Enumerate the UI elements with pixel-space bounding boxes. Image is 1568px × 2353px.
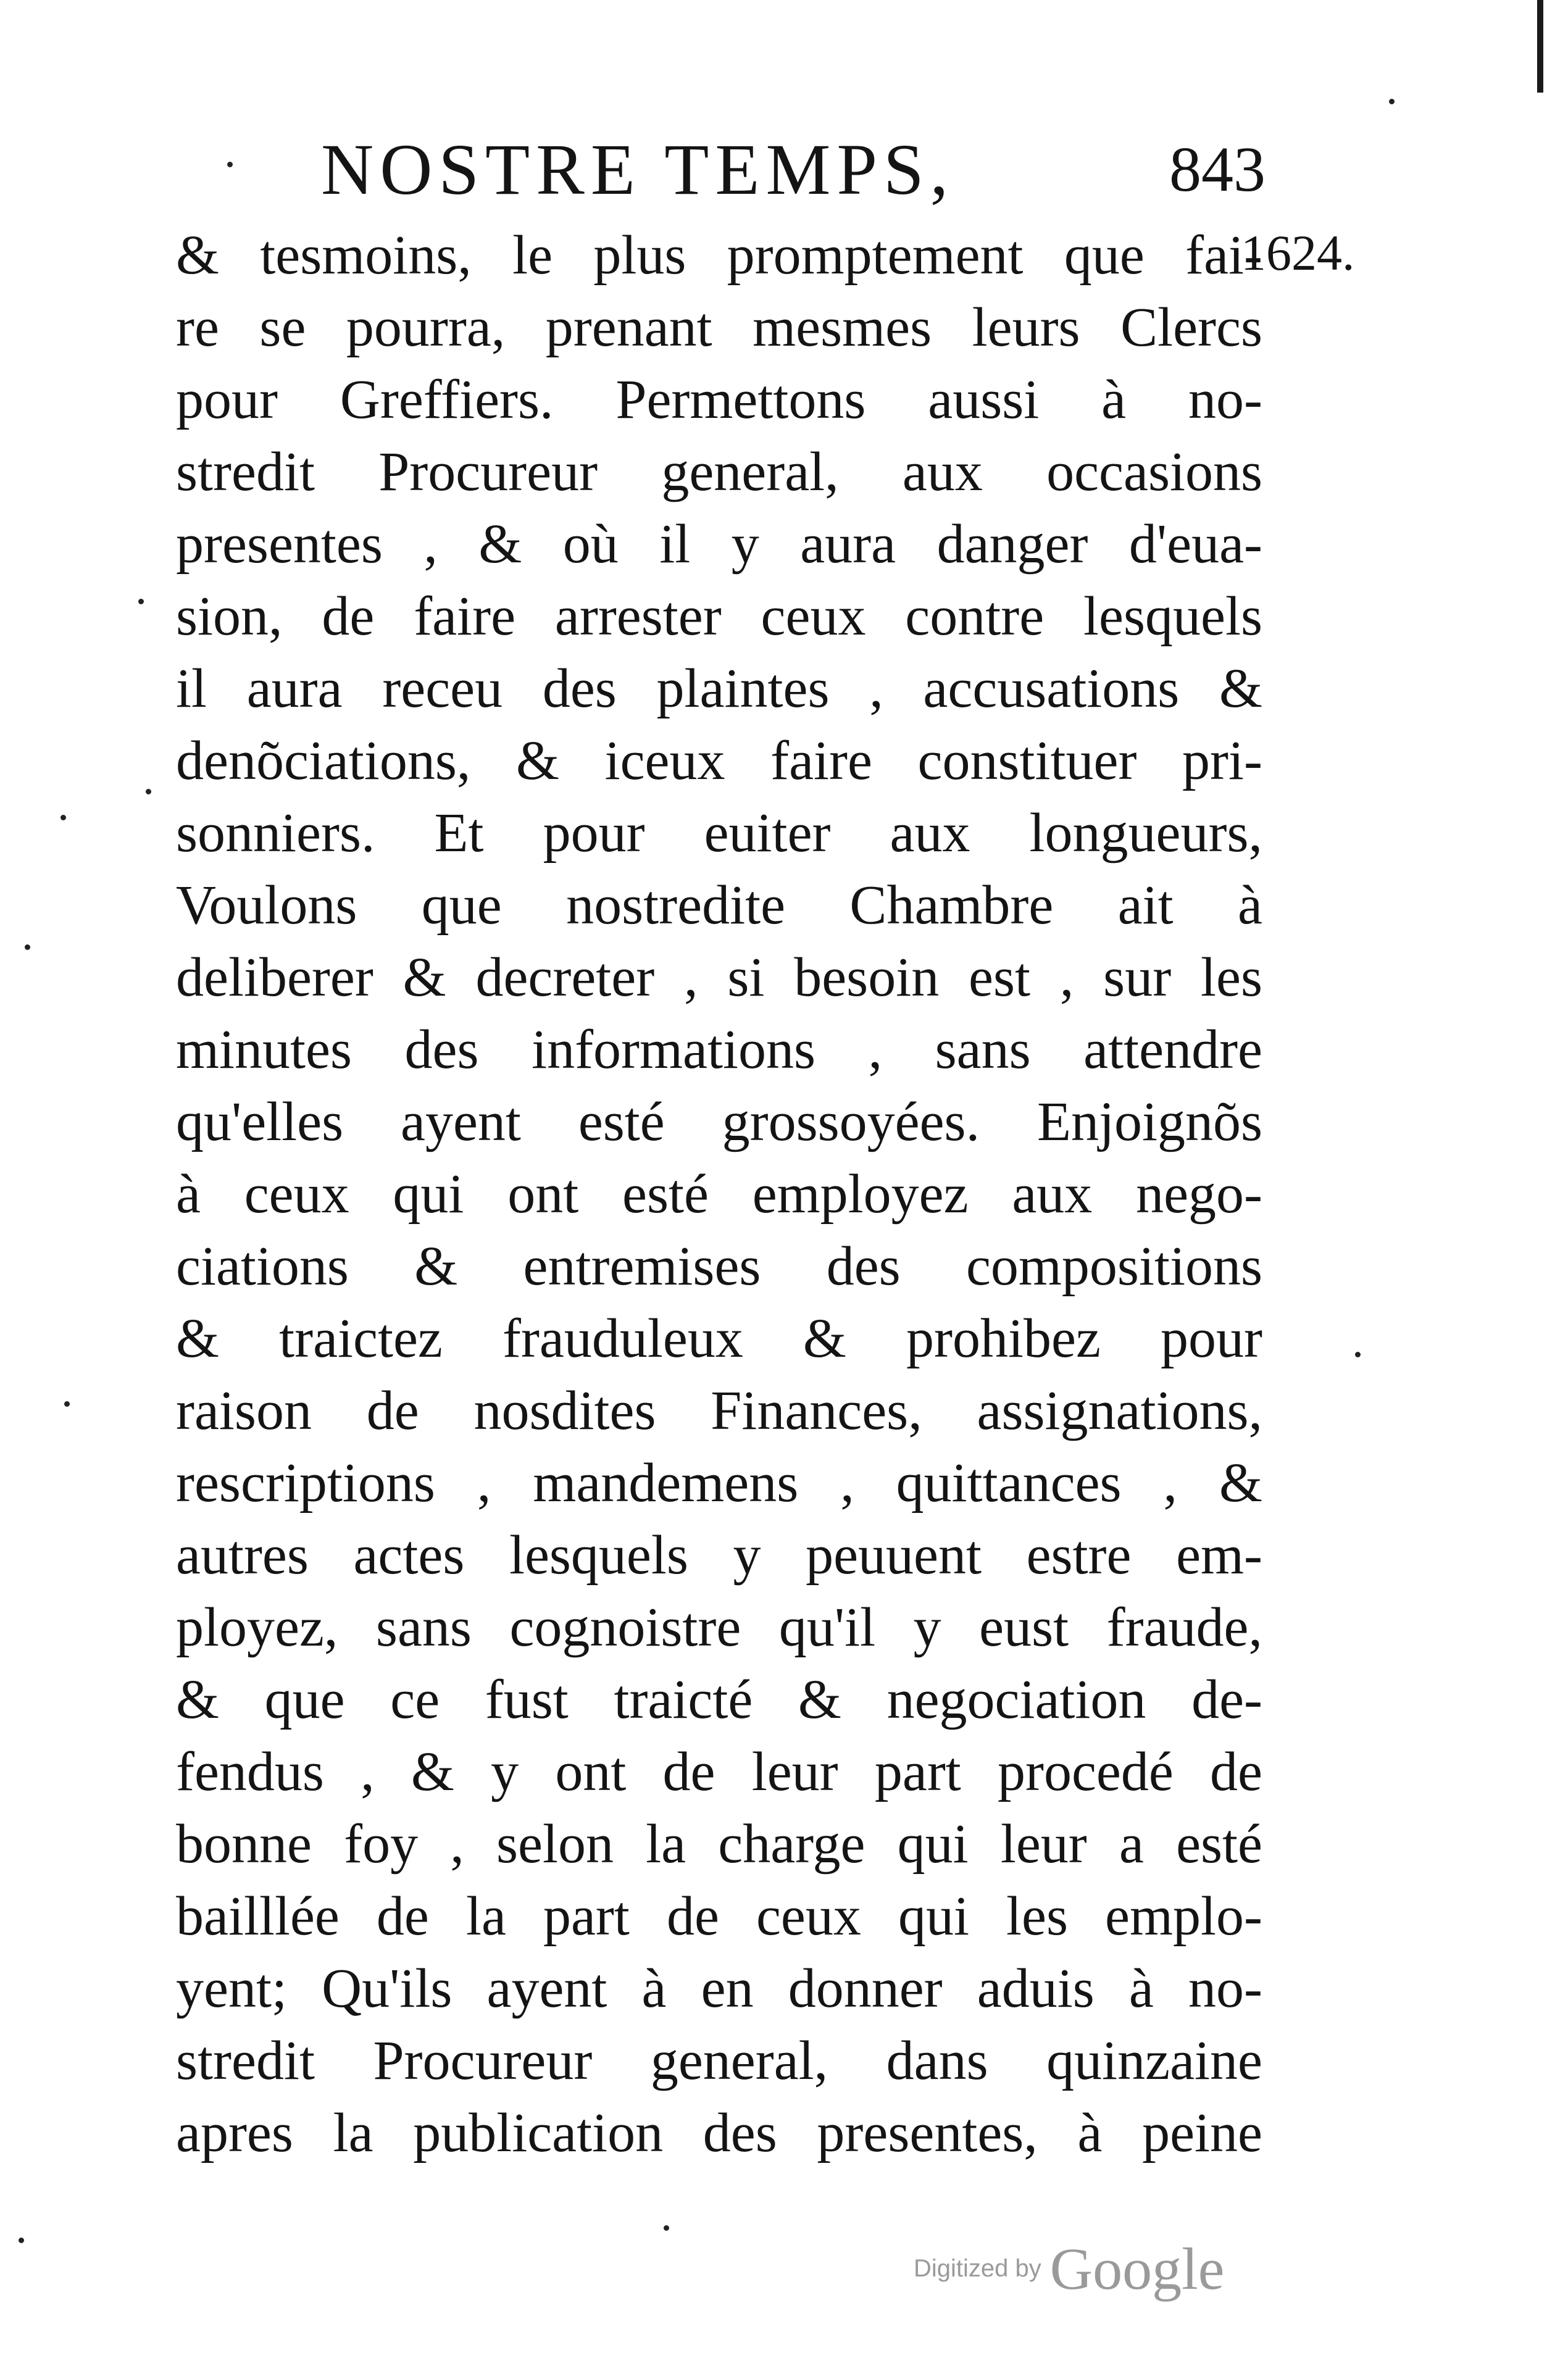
text-line: denõciations, & iceux faire constituer pri- (176, 730, 1262, 791)
text-line: à ceux qui ont esté employez aux nego- (176, 1164, 1262, 1225)
margin-year-note: 1624. (1241, 225, 1355, 281)
text-line: & que ce fust traicté & negociation de- (176, 1669, 1262, 1730)
scan-speck (664, 2225, 669, 2231)
text-line: sonniers. Et pour euiter aux longueurs, (176, 802, 1262, 864)
text-line: sion, de faire arrester ceux contre lesquels (176, 586, 1262, 647)
text-line: & tesmoins, le plus promptement que fai- (176, 225, 1262, 286)
scan-speck (64, 1401, 70, 1407)
google-logo: Google (1049, 2236, 1225, 2302)
scan-speck (25, 944, 30, 950)
text-line: & traictez frauduleux & prohibez pour (176, 1308, 1262, 1369)
body-text (176, 219, 1262, 2169)
text-line: Voulons que nostredite Chambre ait à (176, 875, 1262, 936)
text-line: re se pourra, prenant mesmes leurs Clercs (176, 297, 1262, 358)
text-line: stredit Procureur general, dans quinzaine (176, 2030, 1262, 2091)
text-line: ciations & entremises des compositions (176, 1236, 1262, 1297)
text-line: rescriptions , mandemens , quittances , & (176, 1452, 1262, 1514)
text-line: minutes des informations , sans attendre (176, 1019, 1262, 1080)
scan-speck (227, 162, 233, 167)
page-number: 843 (1169, 134, 1266, 205)
scan-speck (19, 2238, 24, 2243)
scan-speck (60, 815, 66, 820)
text-line: pour Greffiers. Permettons aussi à no- (176, 369, 1262, 430)
text-line: fendus , & y ont de leur part procedé de (176, 1741, 1262, 1802)
page-header (302, 127, 1266, 213)
scan-speck (1389, 99, 1395, 104)
text-line: apres la publication des presentes, à peine (176, 2102, 1262, 2164)
text-line: stredit Procureur general, aux occasions (176, 441, 1262, 502)
text-line: deliberer & decreter , si besoin est , sur les (176, 947, 1262, 1008)
scan-speck (138, 599, 144, 604)
watermark-prefix: Digitized by (914, 2255, 1041, 2282)
text-line: presentes , & où il y aura danger d'eua- (176, 514, 1262, 575)
scan-speck (1355, 1352, 1361, 1357)
text-line: bonne foy , selon la charge qui leur a esté (176, 1814, 1262, 1875)
text-line: il aura receu des plaintes , accusations & (176, 658, 1262, 719)
text-line: raison de nosdites Finances, assignations, (176, 1380, 1262, 1441)
text-line: ployez, sans cognoistre qu'il y eust fraude, (176, 1597, 1262, 1658)
scan-speck (146, 789, 151, 794)
digitized-by-watermark (914, 2234, 1224, 2303)
text-line: bailllée de la part de ceux qui les emplo- (176, 1886, 1262, 1947)
text-line: autres actes lesquels y peuuent estre em- (176, 1525, 1262, 1586)
scan-edge-mark (1537, 0, 1543, 93)
text-line: yent; Qu'ils ayent à en donner aduis à no- (176, 1958, 1262, 2019)
running-title: NOSTRE TEMPS, (321, 129, 955, 210)
text-line: qu'elles ayent esté grossoyées. Enjoignõs (176, 1091, 1262, 1152)
